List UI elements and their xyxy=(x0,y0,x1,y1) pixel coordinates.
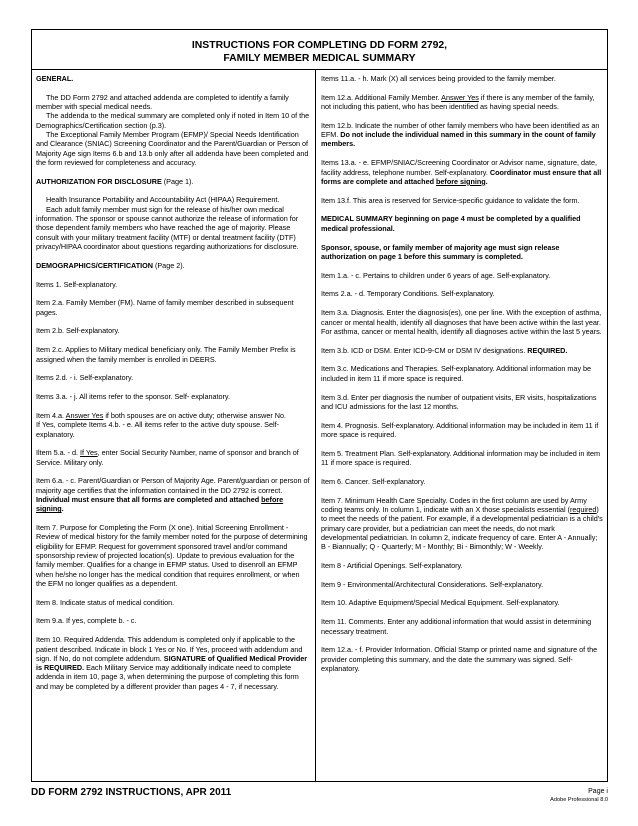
footer-form-title: DD FORM 2792 INSTRUCTIONS, APR 2011 xyxy=(31,787,232,798)
med-item-11: Item 11. Comments. Enter any additional information that would assist in determining necessary treatment. xyxy=(321,617,592,636)
med-item-7: Item 7. Minimum Health Care Specialty. Codes in the first column are used by Army coding teams only. In column 1, indicate with an X those specialists essential (required) to meet the needs of the patient. For example, if a developmental pediatrician is a child's primary care provider, but a pediatrician can meet the needs, do not mark developmental pediatrician. In column 2, indicate frequency of care. Enter A - Annually; B - Biannually; Q - Quarterly; M - Monthly; Bi - Bimonthly; W - Weekly. xyxy=(321,495,603,552)
item-2b: Item 2.b. Self-explanatory. xyxy=(36,326,120,336)
item-4a: Item 4.a. Answer Yes if both spouses are on active duty; otherwise answer No. xyxy=(36,410,286,420)
item-2d: Items 2.d. - i. Self-explanatory. xyxy=(36,373,134,383)
med-item-8: Item 8 - Artificial Openings. Self-explanatory. xyxy=(321,560,463,570)
med-item-4: Item 4. Prognosis. Self-explanatory. Additional information may be included in item 11 if more space is required. xyxy=(321,420,599,439)
med-item-10: Item 10. Adaptive Equipment/Special Medical Equipment. Self-explanatory. xyxy=(321,598,560,608)
med-item-5: Item 5. Treatment Plan. Self-explanatory. Additional information may be included in item 11 if more space is required. xyxy=(321,448,600,468)
authorization-paragraph-2: Each adult family member must sign for the release of his/her own medical information. The sponsor or spouse cannot authorize the release of information for those dependent family members who have reached the age of majority. Please consult with your military treatment facility (MTF) or dental treatment facility (DTF) privacy/HIPAA coordinator about questions regarding authorizations for disclosure. xyxy=(36,204,299,251)
footer-software: Adobe Professional 8.0 xyxy=(550,797,608,803)
general-paragraph-2: The addenda to the medical summary are completed only if noted in Item 10 of the Demographics/Certification section (p.3). xyxy=(36,111,310,130)
item-11a: Items 11.a. - h. Mark (X) all services being provided to the family member. xyxy=(321,74,556,83)
item-8: Item 8. Indicate status of medical condition. xyxy=(36,597,175,607)
demographics-heading: DEMOGRAPHICS/CERTIFICATION (Page 2). xyxy=(36,260,185,270)
med-item-3c: Item 3.c. Medications and Therapies. Self-explanatory. Additional information may be included in item 11 if more space is required. xyxy=(321,364,592,383)
item-10: Item 10. Required Addenda. This addendum is completed only if applicable to the patient described. Indicate in block 1 Yes or No. If Yes, proceed with addendum and sign. If No, do not complete addendum. SIGNATURE of Qualified Medical Provider is REQUIRED. Each Military Service may additionally indicate need to complete addenda in item 10, page 3, when determining the purpose of completing this form and may be completed by a different provider than pages 4 - 7, if necessary. xyxy=(36,635,308,691)
med-item-1a: Item 1.a. - c. Pertains to children under 6 years of age. Self-explanatory. xyxy=(321,270,551,280)
item-13f: Item 13.f. This area is reserved for Service-specific guidance to validate the form. xyxy=(321,195,580,205)
item-2a: Item 2.a. Family Member (FM). Name of family member described in subsequent pages. xyxy=(36,298,294,317)
item-5a: Iltem 5.a. - d. If Yes, enter Social Security Number, name of sponsor and branch of Service. Military only. xyxy=(36,448,299,467)
right-column xyxy=(316,70,607,781)
authorization-paragraph-1: Health Insurance Portability and Accountability Act (HIPAA) Requirement. xyxy=(46,195,280,205)
form-frame xyxy=(31,29,608,782)
footer-page-number: Page i xyxy=(588,788,608,795)
med-item-9: Item 9 - Environmental/Architectural Considerations. Self-explanatory. xyxy=(321,579,544,589)
item-13a: Items 13.a. - e. EFMP/SNIAC/Screening Coordinator or Advisor name, signature, date, facility address, telephone number. Self-explanatory. Coordinator must ensure that all forms are complete and attached before signing. xyxy=(321,158,602,186)
item-7: Item 7. Purpose for Completing the Form (X one). Initial Screening Enrollment - Review of medical history for the family member noted for the purpose of determining eligibility for EFMP. Request for government sponsored travel and/or command sponsorship review of projected location(s). Update to previous evaluation for the family member. Qualifies for a change in EFMP status. Used to disenroll an EFMP when he/she no longer has the medical condition that requires enrollment, or when the EFM no longer qualifies as a dependent. xyxy=(36,523,308,588)
item-9a: Item 9.a. If yes, complete b. - c. xyxy=(36,616,137,626)
form-title-line2: FAMILY MEMBER MEDICAL SUMMARY xyxy=(223,53,416,64)
item-12b: Item 12.b. Indicate the number of other family members who have been identified as an EFM. Do not include the individual named in this summary in the count of family members. xyxy=(321,120,600,149)
item-3a: Items 3.a. - j. All items refer to the sponsor. Self- explanatory. xyxy=(36,392,230,402)
item-4a-line2: If Yes, complete Items 4.b. - e. All items refer to the active duty spouse. Self-explanatory. xyxy=(36,420,279,439)
med-item-6: Item 6. Cancer. Self-explanatory. xyxy=(321,476,426,486)
left-column xyxy=(32,70,316,781)
item-2c: Item 2.c. Applies to Military medical beneficiary only. The Family Member Prefix is assigned when the family member is enrolled in DEERS. xyxy=(36,345,296,364)
med-item-2a: Items 2.a. - d. Temporary Conditions. Self-explanatory. xyxy=(321,289,495,299)
item-12a: Item 12.a. Additional Family Member. Answer Yes if there is any member of the family, not including this patient, who has been identified as having special needs. xyxy=(321,92,595,112)
item-6a: Item 6.a. - c. Parent/Guardian or Person of Majority Age. Parent/guardian or person of majority age certifies that the information contained in the DD 2792 is correct. Individual must ensure that all forms are completed and attached before signing. xyxy=(36,476,310,514)
medical-summary-heading: MEDICAL SUMMARY beginning on page 4 must be completed by a qualified medical professional. xyxy=(321,214,581,233)
general-heading: GENERAL. xyxy=(36,74,74,83)
form-header xyxy=(32,30,607,70)
sponsor-release-heading: Sponsor, spouse, or family member of majority age must sign release authorization on page 1 before this summary is completed. xyxy=(321,242,560,261)
med-item-3a: Item 3.a. Diagnosis. Enter the diagnosis(es), one per line. With the exception of asthma, cancer or mental health, identify all diagnoses that have been active within the last year. For asthma, cancer or mental health, identify all diagnoses active within the last 5 years. xyxy=(321,308,602,336)
med-item-3b: Item 3.b. ICD or DSM. Enter ICD-9-CM or DSM IV designations. REQUIRED. xyxy=(321,345,568,355)
general-paragraph-1: The DD Form 2792 and attached addenda are completed to identify a family member with special medical needs. xyxy=(36,92,289,112)
med-item-12a: Item 12.a. - f. Provider Information. Official Stamp or printed name and signature of the provider completing this summary, and the date the summary was signed. Self-explanatory. xyxy=(321,645,598,673)
med-item-3d: Item 3.d. Enter per diagnosis the number of outpatient visits, ER visits, hospitalizations and ICU admissions for the last 12 months. xyxy=(321,392,597,411)
form-title-line1: INSTRUCTIONS FOR COMPLETING DD FORM 2792, xyxy=(191,40,448,51)
authorization-heading: AUTHORIZATION FOR DISCLOSURE (Page 1). xyxy=(36,176,194,186)
item-1: Items 1. Self-explanatory. xyxy=(36,279,118,289)
general-paragraph-3: The Exceptional Family Member Program (EFMP)/ Special Needs Identification and Clearance (SNIAC) Screening Coordinator and the Parent/Guardian or Person of Majority Age sign Items 6.b and 13.b only after all addenda have been completed and the form reviewed for completeness and accuracy. xyxy=(36,129,309,167)
